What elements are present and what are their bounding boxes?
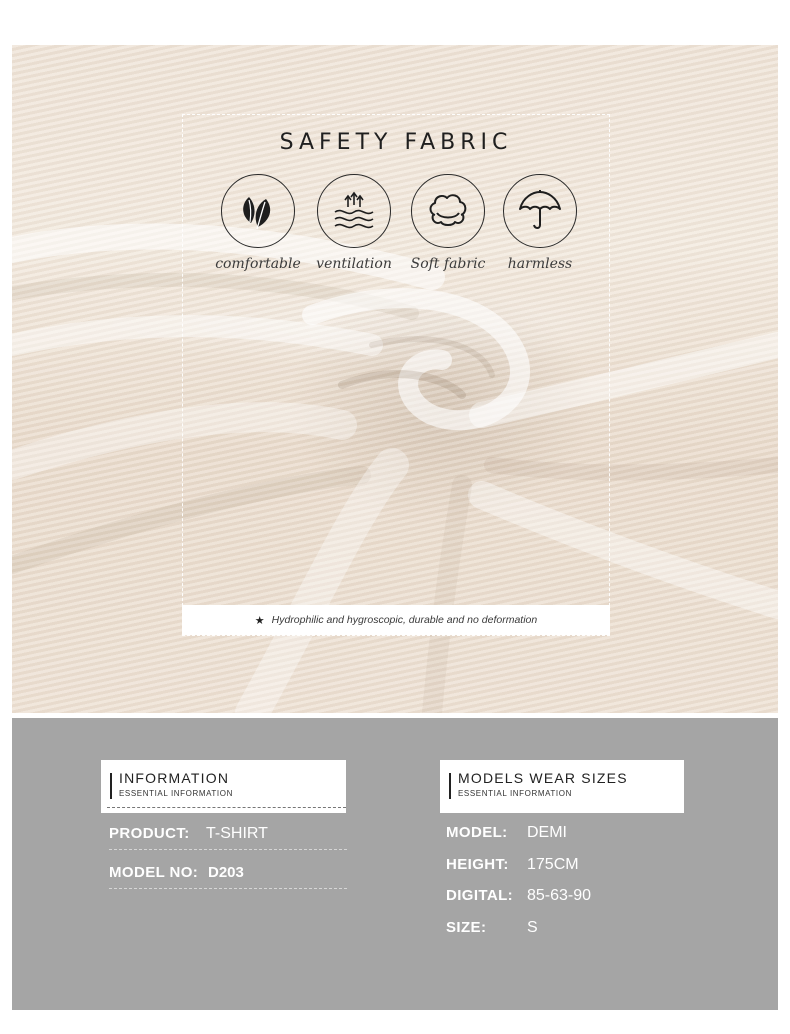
model-no-value: D203: [208, 864, 244, 881]
fabric-note-text: Hydrophilic and hygroscopic, durable and no deformation: [271, 614, 538, 626]
umbrella-icon: [515, 187, 565, 235]
digital-label: DIGITAL:: [446, 887, 514, 904]
size-value: S: [527, 919, 538, 936]
star-icon: ★: [254, 614, 265, 627]
information-subheading: ESSENTIAL INFORMATION: [119, 789, 233, 798]
header-accent-bar: [449, 773, 451, 799]
size-label: SIZE:: [446, 919, 487, 936]
cotton-icon: [423, 189, 473, 233]
safety-fabric-title: SAFETY FABRIC: [279, 130, 513, 155]
model-sizes-header: [440, 760, 684, 813]
digital-value: 85-63-90: [527, 887, 592, 904]
product-value: T-SHIRT: [206, 825, 268, 842]
model-sizes-heading: MODELS WEAR SIZES: [458, 770, 628, 786]
header-accent-bar: [110, 773, 112, 799]
model-row: [446, 819, 686, 849]
leaf-icon: [236, 189, 280, 233]
feature-label: comfortable: [215, 256, 301, 272]
fabric-note: [182, 605, 610, 635]
information-header: [101, 760, 346, 813]
product-row: [109, 820, 347, 850]
product-label: PRODUCT:: [109, 825, 190, 842]
model-sizes-subheading: ESSENTIAL INFORMATION: [458, 789, 572, 798]
airflow-icon: [330, 189, 378, 233]
model-value: DEMI: [527, 824, 567, 841]
feature-badges: [210, 174, 582, 284]
feature-comfortable: [210, 174, 306, 272]
digital-row: [446, 882, 686, 912]
height-label: HEIGHT:: [446, 856, 509, 873]
information-heading: INFORMATION: [119, 770, 230, 786]
header-divider: [107, 807, 346, 808]
feature-harmless: [492, 174, 588, 272]
height-value: 175CM: [527, 856, 579, 873]
feature-ventilation: [306, 174, 402, 272]
feature-soft-fabric: [400, 174, 496, 272]
model-no-row: [109, 859, 347, 889]
size-row: [446, 914, 686, 944]
model-label: MODEL:: [446, 824, 508, 841]
info-panel: [12, 718, 778, 1010]
feature-label: ventilation: [316, 256, 392, 272]
feature-label: harmless: [507, 256, 573, 272]
height-row: [446, 851, 686, 881]
feature-label: Soft fabric: [410, 256, 486, 272]
model-no-label: MODEL NO:: [109, 864, 199, 881]
